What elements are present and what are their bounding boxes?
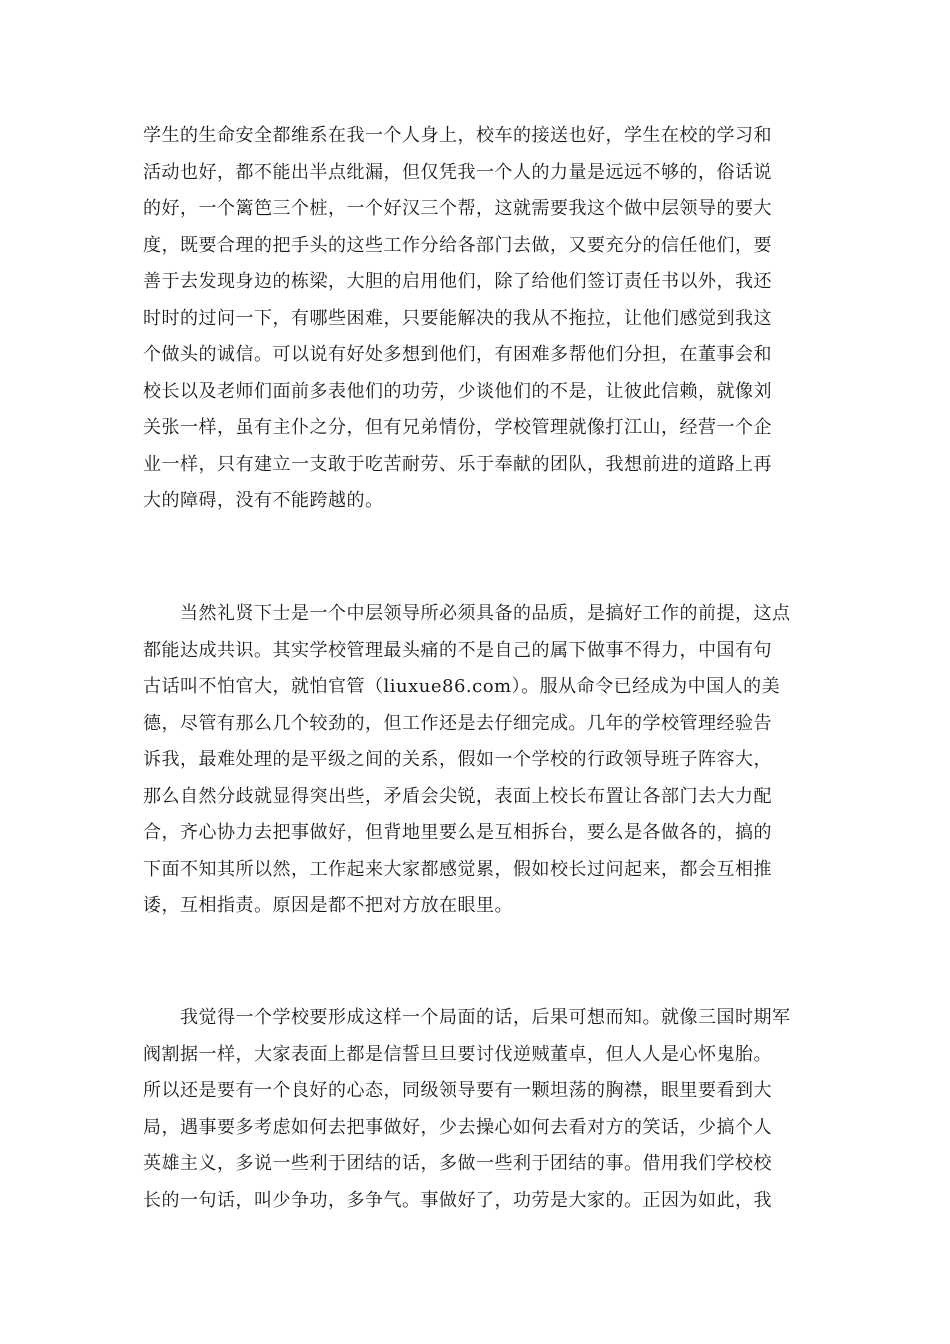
text-line: 关张一样，虽有主仆之分，但有兄弟情份，学校管理就像打江山，经营一个企 [143,417,772,438]
paragraph-2 [143,596,807,925]
text-line: 英雄主义，多说一些利于团结的话，多做一些利于团结的事。借用我们学校校 [143,1153,772,1174]
text-line: 长的一句话，叫少争功，多争气。事做好了，功劳是大家的。正因为如此，我 [143,1189,772,1211]
text-line: 下面不知其所以然，工作起来大家都感觉累，假如校长过问起来，都会互相推 [143,858,772,880]
text-line: 度，既要合理的把手头的这些工作分给各部门去做，又要充分的信任他们，要 [143,234,772,256]
text-line: 合，齐心协力去把事做好，但背地里要么是互相拆台，要么是各做各的，搞的 [143,822,772,843]
text-line: 所以还是要有一个良好的心态，同级领导要有一颗坦荡的胸襟，眼里要看到大 [143,1080,772,1101]
text-line: 时时的过问一下，有哪些困难，只要能解决的我从不拖拉，让他们感觉到我这 [143,307,772,329]
text-line: 那么自然分歧就显得突出些，矛盾会尖锐，表面上校长布置让各部门去大力配 [143,785,772,807]
text-line: 校长以及老师们面前多表他们的功劳，少谈他们的不是，让彼此信赖，就像刘 [143,380,772,402]
text-line: 诉我，最难处理的是平级之间的关系，假如一个学校的行政领导班子阵容大， [143,749,772,770]
text-line: 古话叫不怕官大，就怕官管（liuxue86.com）。服从命令已经成为中国人的美 [143,676,781,697]
text-line: 善于去发现身边的栋梁，大胆的启用他们，除了给他们签订责任书以外，我还 [143,271,772,292]
paragraph-3 [143,1000,807,1219]
text-line: 阀割据一样，大家表面上都是信誓旦旦要讨伐逆贼董卓，但人人是心怀鬼胎。 [143,1043,772,1065]
text-line: 活动也好，都不能出半点纰漏，但仅凭我一个人的力量是远远不够的，俗话说 [143,161,772,183]
text-line: 都能达成共识。其实学校管理最头痛的不是自己的属下做事不得力，中国有句 [143,639,772,661]
text-line: 我觉得一个学校要形成这样一个局面的话，后果可想而知。就像三国时期军 [143,1007,791,1028]
text-line: 学生的生命安全都维系在我一个人身上，校车的接送也好，学生在校的学习和 [143,125,772,146]
text-line: 的好，一个篱笆三个桩，一个好汉三个帮，这就需要我这个做中层领导的要大 [143,198,772,219]
text-line: 业一样，只有建立一支敢于吃苦耐劳、乐于奉献的团队，我想前进的道路上再 [143,453,772,475]
text-line: 诿，互相指责。原因是都不把对方放在眼里。 [143,895,513,916]
text-line: 德，尽管有那么几个较劲的，但工作还是去仔细完成。几年的学校管理经验告 [143,712,772,734]
text-line: 局，遇事要多考虑如何去把事做好，少去操心如何去看对方的笑话，少搞个人 [143,1116,772,1138]
text-line: 大的障碍，没有不能跨越的。 [143,490,384,511]
text-line: 个做头的诚信。可以说有好处多想到他们，有困难多帮他们分担，在董事会和 [143,344,772,365]
text-line: 当然礼贤下士是一个中层领导所必须具备的品质，是搞好工作的前提，这点 [143,603,791,624]
paragraph-1 [143,118,807,520]
